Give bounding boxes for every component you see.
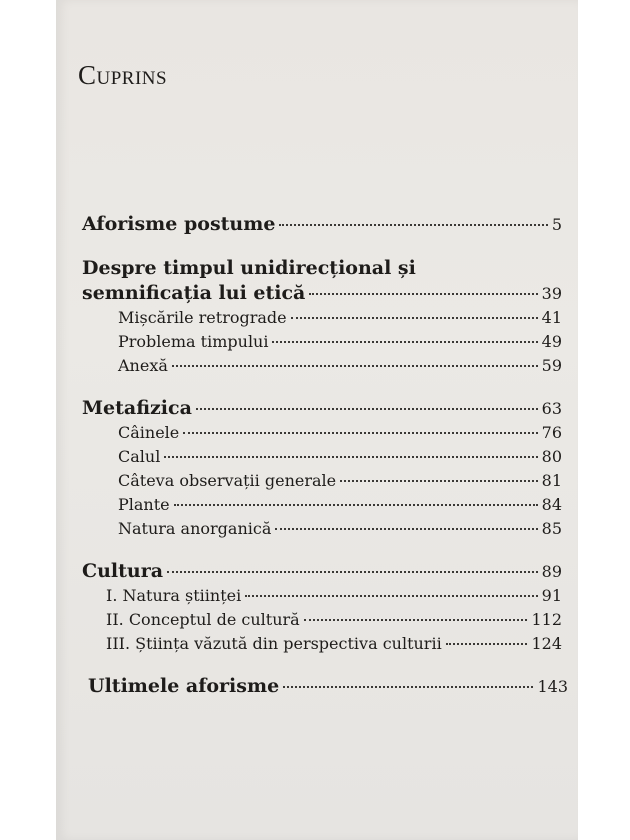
dot-leader — [196, 408, 538, 410]
dot-leader — [291, 317, 538, 319]
toc-subentry-label: I. Natura științei — [106, 586, 242, 605]
toc-entry-label: Despre timpul unidirecțional și — [82, 257, 416, 279]
toc-subentry — [82, 354, 562, 378]
toc-subentry-label: Câinele — [118, 423, 180, 442]
toc-page-number: 5 — [551, 215, 562, 234]
toc-subentry — [82, 584, 562, 608]
toc-entry-metafizica — [82, 396, 562, 421]
toc-subentry — [82, 445, 562, 469]
toc-page-number: 124 — [531, 634, 562, 653]
dot-leader — [275, 528, 537, 530]
toc-subentry — [82, 493, 562, 517]
toc-subentry-label: Calul — [118, 447, 161, 466]
toc-entry-aforisme-postume — [82, 212, 562, 237]
toc-subentry-label: Natura anorganică — [118, 519, 272, 538]
dot-leader — [167, 571, 538, 573]
toc-page-number: 39 — [541, 284, 562, 303]
toc-entry-label: Cultura — [82, 560, 164, 582]
toc-page-number: 91 — [541, 586, 562, 605]
toc-page-number: 85 — [541, 519, 562, 538]
toc-page-number: 49 — [541, 332, 562, 351]
toc-subentry — [82, 469, 562, 493]
toc-subentry-label: III. Știința văzută din perspectiva culturii — [106, 634, 442, 653]
toc-page-number: 112 — [531, 610, 562, 629]
toc-subentry-label: Problema timpului — [118, 332, 269, 351]
page-title: Cuprins — [78, 60, 168, 90]
table-of-contents — [82, 212, 568, 699]
toc-page-number: 89 — [541, 562, 562, 581]
toc-entry-ultimele-aforisme — [82, 674, 568, 699]
toc-page-number: 41 — [541, 308, 562, 327]
toc-subentry-label: Mișcările retrograde — [118, 308, 287, 327]
dot-leader — [279, 224, 547, 226]
toc-subentry-label: Plante — [118, 495, 170, 514]
toc-entry-despre-timpul — [82, 281, 562, 306]
toc-page-number: 80 — [541, 447, 562, 466]
dot-leader — [309, 293, 537, 295]
toc-entry-cultura — [82, 559, 562, 584]
toc-subentry — [82, 421, 562, 445]
toc-subentry — [82, 330, 562, 354]
dot-leader — [272, 341, 537, 343]
toc-subentry — [82, 632, 562, 656]
toc-page-number: 143 — [537, 677, 568, 696]
dot-leader — [245, 595, 537, 597]
toc-subentry — [82, 306, 562, 330]
toc-page-number: 76 — [541, 423, 562, 442]
toc-entry-label: Ultimele aforisme — [88, 675, 280, 697]
dot-leader — [172, 365, 538, 367]
dot-leader — [283, 686, 533, 688]
toc-subentry-label: II. Conceptul de cultură — [106, 610, 300, 629]
toc-page-number: 84 — [541, 495, 562, 514]
dot-leader — [446, 643, 528, 645]
toc-entry-label: semnificația lui etică — [82, 282, 306, 304]
book-page — [56, 0, 578, 840]
dot-leader — [304, 619, 528, 621]
toc-subentry — [82, 517, 562, 541]
dot-leader — [164, 456, 537, 458]
toc-page-number: 81 — [541, 471, 562, 490]
dot-leader — [174, 504, 538, 506]
toc-subentry-label: Anexă — [118, 356, 168, 375]
dot-leader — [183, 432, 537, 434]
dot-leader — [340, 480, 538, 482]
toc-page-number: 59 — [541, 356, 562, 375]
toc-page-number: 63 — [541, 399, 562, 418]
toc-subentry-label: Câteva observații generale — [118, 471, 337, 490]
toc-entry-label: Metafizica — [82, 397, 192, 419]
toc-entry-label: Aforisme postume — [82, 213, 276, 235]
toc-subentry — [82, 608, 562, 632]
